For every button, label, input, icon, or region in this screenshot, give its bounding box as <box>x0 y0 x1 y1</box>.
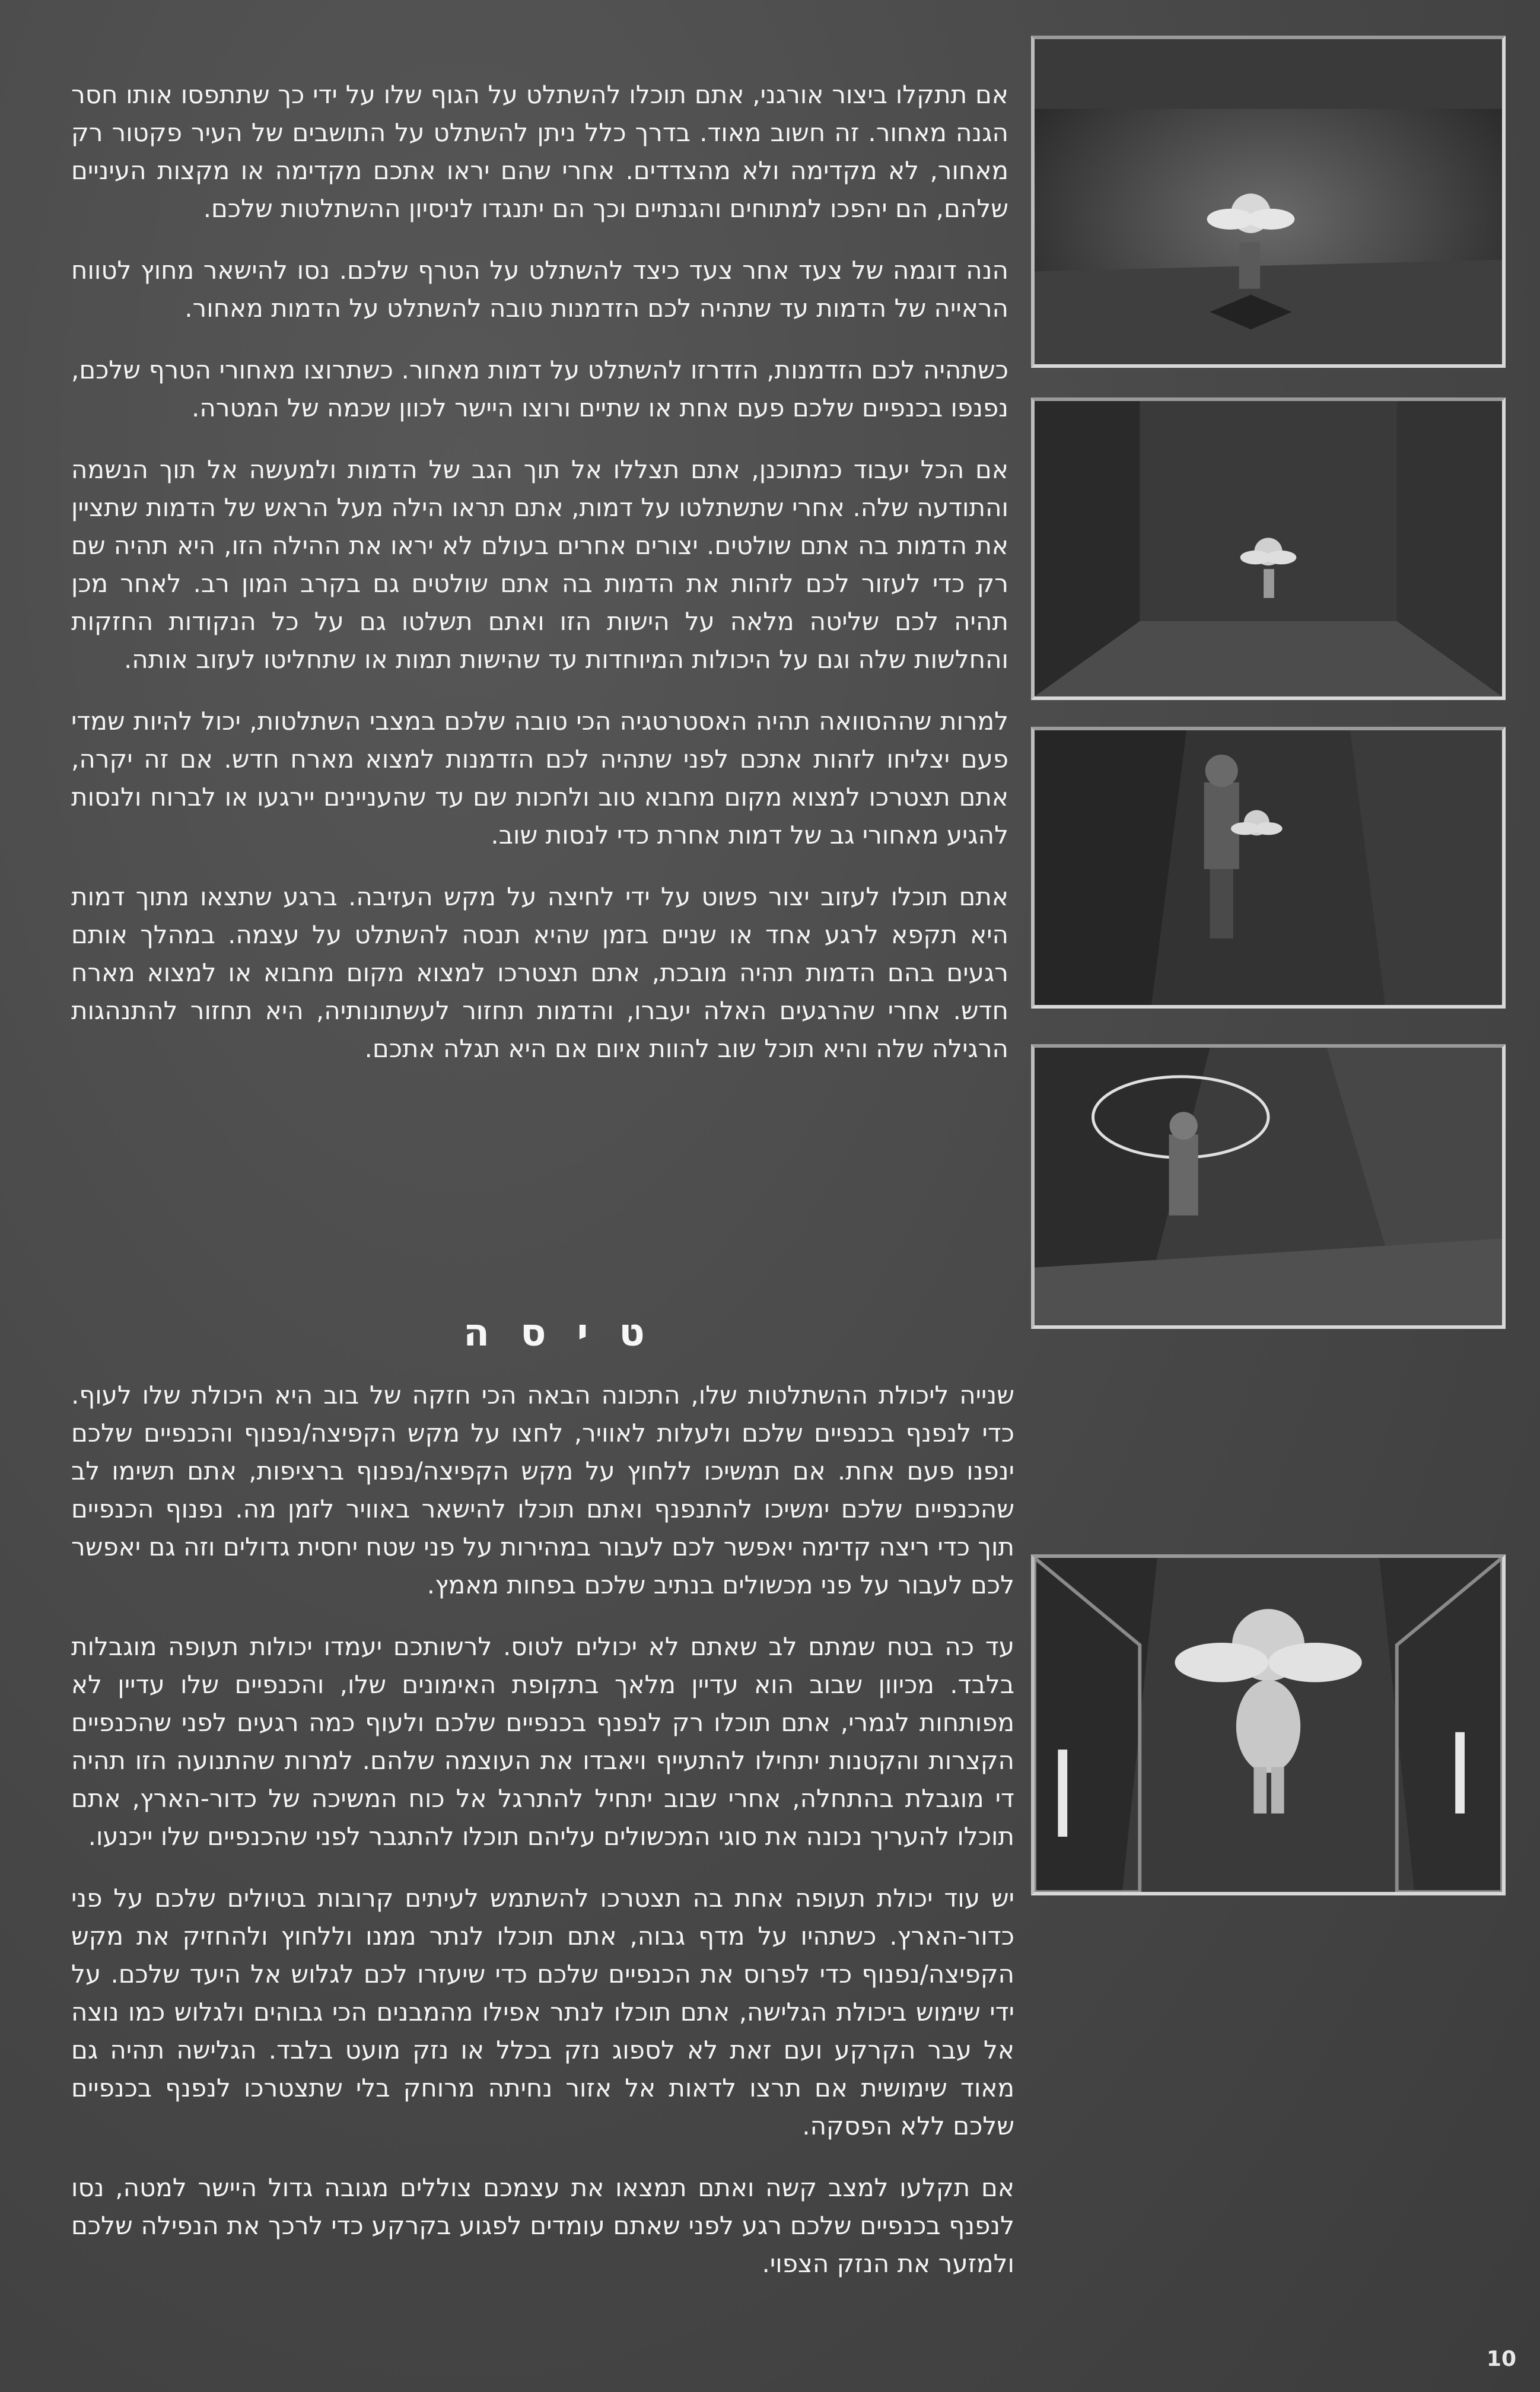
paragraph: אם הכל יעבוד כמתוכנן, אתם תצללו אל תוך הגב של הדמות ולמעשה אל תוך הנשמה והתודעה שלה. אחרי שתשתלטו על דמות, אתם תראו הילה מעל הראש של הדמות שתציין את הדמות בה אתם שולטים. יצורים אחרים בעולם לא יראו את ההילה הזו, היא תהיה שם רק כדי לעזור לכם לזהות את הדמות בה אתם שולטים גם בקרב המון רב. לאחר מכן תהיה לכם שליטה מלאה על הישות הזו ואתם תשלטו גם על כל הנקודות החזקות והחלשות שלה וגם על היכולות המיוחדות עד שהישות תמות או שתחליטו לעזוב אותה. <box>71 455 1008 674</box>
game-screenshot <box>1031 727 1506 1009</box>
game-screenshot <box>1031 36 1506 368</box>
game-screenshot <box>1031 1044 1506 1329</box>
section-heading: טיסה <box>463 1311 676 1355</box>
paragraph: כשתהיה לכם הזדמנות, הזדרזו להשתלט על דמות מאחור. כשתרוצו מאחורי הטרף שלכם, נפנפו בכנפיים שלכם פעם אחת או שתיים ורוצו היישר לכוון שכמה של המטרה. <box>71 355 1008 422</box>
flight-section-text <box>71 1376 1014 2326</box>
page-number: 10 <box>1486 2347 1516 2371</box>
game-screenshot <box>1031 1554 1506 1895</box>
paragraph: שנייה ליכולת ההשתלטות שלו, התכונה הבאה הכי חזקה של בוב היא היכולת שלו לעוף. כדי לנפנף בכנפיים שלכם ולעלות לאוויר, לחצו על מקש הקפיצה/נפנוף והכנפיים שלכם ינפנו פעם אחת. אם תמשיכו ללחוץ על מקש הקפיצה/נפנוף ברציפות, אתם תשימו לב שהכנפיים שלכם ימשיכו להתנפנף ואתם תוכלו להישאר באוויר לזמן מה. נפנוף הכנפיים תוך כדי ריצה קדימה יאפשר לכם לעבור במהירות על פני שטח יחסית גדולים וזה גם יאפשר לכם לעבור על פני מכשולים בנתיב שלכם בפחות מאמץ. <box>71 1381 1014 1599</box>
paragraph: למרות שההסוואה תהיה האסטרטגיה הכי טובה שלכם במצבי השתלטות, יכול להיות שמדי פעם יצליחו לזהות אתכם לפני שתהיה לכם הזדמנות למצוא מארח חדש. אם זה יקרה, אתם תצטרכו למצוא מקום מחבוא טוב ולחכות שם עד שהעניינים יירגעו או לברוח ולנסות להגיע מאחורי גב של דמות אחרת כדי לנסות שוב. <box>71 707 1008 850</box>
paragraph: יש עוד יכולת תעופה אחת בה תצטרכו להשתמש לעיתים קרובות בטיולים שלכם על פני כדור-הארץ. כשתהיו על מדף גבוה, אתם תוכלו לנתר ממנו וללחוץ ולהחזיק את מקש הקפיצה/נפנוף כדי לפרוס את הכנפיים שלכם כדי שיעזרו לכם לגלוש אל היעד שלכם. על ידי שימוש ביכולת הגלישה, אתם תוכלו לנתר אפילו מהמבנים הכי גבוהים ולגלוש כמו נוצה אל עבר הקרקע ועם זאת לא לספוג נזק בכלל או נזק מועט בלבד. הגלישה תהיה גם מאוד שימושית אם תרצו לדאות אל אזור נחיתה מרוחק בלי שתצטרכו לנפנף בכנפיים שלכם ללא הפסקה. <box>71 1884 1014 2140</box>
paragraph: אם תתקלו ביצור אורגני, אתם תוכלו להשתלט על הגוף שלו על ידי כך שתתפסו אותו חסר הגנה מאחור. זה חשוב מאוד. בדרך כלל ניתן להשתלט על התושבים של העיר פקטור רק מאחור, לא מקדימה ולא מהצדדים. אחרי שהם יראו אתכם מקדימה או מקצות העיניים שלהם, הם יהפכו למתוחים והגנתיים וכך הם יתנגדו לניסיון ההשתלטות שלכם. <box>71 80 1008 223</box>
paragraph: הנה דוגמה של צעד אחר צעד כיצד להשתלט על הטרף שלכם. נסו להישאר מחוץ לטווח הראייה של הדמות עד שתהיה לכם הזדמנות טובה להשתלט על הדמות מאחור. <box>71 256 1008 323</box>
paragraph: אתם תוכלו לעזוב יצור פשוט על ידי לחיצה על מקש העזיבה. ברגע שתצאו מתוך דמות היא תקפא לרגע אחד או שניים בזמן שהיא תנסה להשתלט על עצמה. במהלך אותם רגעים בהם הדמות תהיה מובכת, אתם תצטרכו למצוא מקום מחבוא או למצוא מארח חדש. אחרי שהרגעים האלה יעברו, והדמות תחזור לעשתונותיה, היא תחזור להתנהגות הרגילה שלה והיא תוכל שוב להוות איום אם היא תגלה אתכם. <box>71 882 1008 1063</box>
paragraph: עד כה בטח שמתם לב שאתם לא יכולים לטוס. לרשותכם יעמדו יכולות תעופה מוגבלות בלבד. מכיוון שבוב הוא עדיין מלאך בתקופת האימונים שלו, והכנפיים שלו עדיין לא מפותחות לגמרי, אתם תוכלו רק לנפנף בכנפיים שלכם ולעוף כמה רגעים לפני שהכנפיים הקצרות והקטנות יתחילו להתעייף ויאבדו את העוצמה שלהם. למרות שהתנועה הזו תהיה די מוגבלת בהתחלה, אחרי שבוב יתחיל להתרגל אל כוח המשיכה של כדור-הארץ, אתם תוכלו להעריך נכונה את סוגי המכשולים עליהם תוכלו להתגבר לפני שהכנפיים שלו ייכנעו. <box>71 1632 1014 1851</box>
paragraph: אם תקלעו למצב קשה ואתם תמצאו את עצמכם צוללים מגובה גדול היישר למטה, נסו לנפנף בכנפיים שלכם רגע לפני שאתם עומדים לפגוע בקרקע כדי לרכך את הנפילה שלכם ולמזער את הנזק הצפוי. <box>71 2173 1014 2278</box>
possession-section-text <box>71 76 1008 1286</box>
game-screenshot <box>1031 397 1506 700</box>
